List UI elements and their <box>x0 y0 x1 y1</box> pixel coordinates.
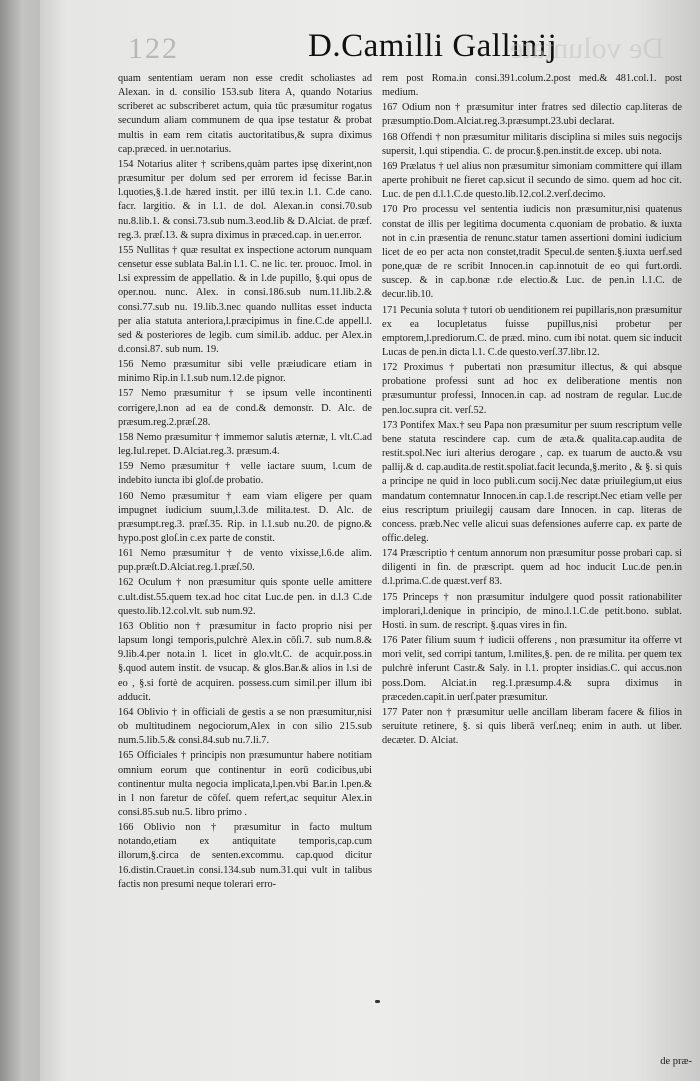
catchword: de præ- <box>660 1056 692 1067</box>
entry-number: 177 <box>382 706 398 718</box>
entry-text: Pater non † præsumitur uelle ancillam liberam facere & filios in seruitute retinere, §. si quis liberā verſ.neq; enim in auth. ut liber. decæter. D. Alciat. <box>382 706 682 747</box>
entry-160 <box>118 490 372 547</box>
entry-number: 161 <box>118 548 134 560</box>
entry-number: 160 <box>118 490 134 502</box>
entry-number: 163 <box>118 620 134 632</box>
entry-text: Nemo præsumitur † velle iactare suum, l.cum de indebito iuncta ibi gloſ.de probatio. <box>118 461 373 487</box>
page-header <box>40 14 700 74</box>
binding-gutter <box>0 0 40 1081</box>
entry-175 <box>382 591 682 633</box>
entry-167 <box>382 101 682 129</box>
entry-176 <box>382 634 682 705</box>
entry-text: Nullitas † quæ resultat ex inspectione actorum nunquam censetur esse sublata Bal.in l.1. C. ne lic. ter. prouoc. Imol. in l.si expressim de appellatio. & in l.de pupillo, §.qui opus de oper.nou. nunc. Alex. in consi.186.sub num.11.lib.2.& consi.77.sub nu. 19.lib.3.nec quando nullitas esset inducta per alia statuta anteriora,l.præcipimus in fine.C.de appell.l. sed & posteriores de legib. cum simil.ib. adduc. per Alex.in d.consi.87. sub num. 19. <box>118 244 372 355</box>
entry-text: Officiales † principis non præsumuntur habere notitiam omnium eorum que continentur in eorū codicibus,ubi continentur multa negocia implicata,l.pen.vbi Bar.in l.pen.& in l non faretur de cōfeſ. quem refert,ac sequitur Alex.in consi.85.sub nu.5. libro primo . <box>118 750 372 818</box>
entry-number: 164 <box>118 706 134 718</box>
entry-number: 169 <box>382 160 398 172</box>
entry-161 <box>118 547 372 575</box>
entry-173 <box>382 419 682 546</box>
right-column <box>382 72 682 748</box>
entry-171 <box>382 304 682 361</box>
entry-177 <box>382 706 682 748</box>
entry-text: Odium non † præsumitur inter fratres sed dilectio cap.literas de præsumptio.Dom.Alciat.reg.3.præsumpt.23.ubi declarat. <box>382 102 682 128</box>
entry-159 <box>118 460 372 488</box>
left-column <box>118 72 372 892</box>
entry-172 <box>382 361 682 418</box>
entry-text: Nemo præsumitur † se ipsum velle incontinenti corrigere,l.non ad ea de cond.& demonstr. D. Alc. de præsum.reg.2.præſ.28. <box>118 388 372 428</box>
entry-text: Prælatus † uel alius non præsumitur simoniam committere qui illam aperte prohibuit ne fieret cap.sicut il secundo de simo. quem ad hoc cit. Luc. de pen d.l.1.C.de questo.lib.12.col.2.verſ.decimo. <box>382 160 683 201</box>
entry-number: 156 <box>118 359 134 371</box>
entry-157 <box>118 387 372 429</box>
entry-text: Pecunia soluta † tutori ob uenditionem rei pupillaris,non præsumitur ex ea locupletatus fuisse pupillus,nisi probetur per emptorem,l.prediorum.C. de præd. mino. cum ibi notat. quem sic inducit Lucas de pen.in dicta l.1. C.de questo.verſ.37.libr.12. <box>382 304 682 358</box>
entry-165 <box>118 749 372 820</box>
entry-text: Oblivio non † præsumitur in facto multum notando,etiam ex antiquitate temporis,cap.cum illorum,§.circa de senten.excommu. cap.quod dicitur 16.distin.Crauet.in consi.134.sub num.31.qui vult in talibus factis non presumi neque tolerari erro- <box>118 822 372 890</box>
entry-text: Pontifex Max.† seu Papa non præsumitur per suum rescriptum velle bene statuta rescindere cap. cum de æta.& qualita.cap.audita de restit.spol.Nec iuri alterius derogare , cap. ex tuarum de aucto.& vsu pallij.& d. cap.audita.de restit.spoliat.facit lecunda,§.merito , & §. si quis a principe ne quid in loco publi.cum socij.Nec datæ priuilegium,ut eius mandatum contemnatur Innocen.in cap.1.de rescript.Nec etiam velle per eius rescriptum priuilegij causam dare Innocen. in cap. literas de concess. præb.Nec velle alicui suas defensiones auferre cap. ex parte de offic.deleg. <box>382 419 682 544</box>
entry-164 <box>118 706 372 748</box>
entry-170 <box>382 203 682 302</box>
bleed-through-text: De voluntate <box>510 32 665 65</box>
entry-158 <box>118 431 372 459</box>
entry-number: 162 <box>118 577 134 589</box>
entry-text: Oblitio non † præsumitur in facto proprio nisi per lapsum longi temporis,pulchrè Alex.in cōſi.7. sub num.8.& 9.lib.4.per nota.in l. licet in glo.vlt.C. de acquir.poss.in §.quod autem instit. de vsucap. & glos.Bar.& alios in l.si de eo , §.si fortè de acquiren. possess.cum simil.per illum ibi adducit. <box>118 620 373 703</box>
entry-text: Nemo præsumitur † de vento vixisse,l.6.de alim. pup.præſt.D.Alciat.reg.1.præſ.50. <box>118 548 372 574</box>
entry-text: Notarius aliter † scribens,quàm partes ipsę dixerint,non præsumitur per dolum sed per errorem id fecisse Bar.in l.quoties,§.1.de hæred instit. per illū tex.in l.1. C.de cano. facr. largitio. & in l.1. de dol. Alexan.in consi.70.sub nu.8.lib.1. & consi.73.sub num.3.eod.lib & D.Alciat. de præf. reg.3. præſ.13. & supra diximus in præced.cap. in uer.error. <box>118 158 372 241</box>
entry-number: 155 <box>118 244 134 256</box>
entry-text: Proximus † pubertati non præsumitur illectus, & qui absque probatione professi sunt ad hoc ex deliberatione mentis non præsumuntur professi, Innocen.in cap. ad nostram de regular. Luc.de pen.loc.supra cit. verſ.52. <box>382 362 683 416</box>
running-head: D.Camilli Gallinij <box>308 28 558 64</box>
entry-text: Pater filium suum † iudicii offerens , non præsumitur ita offerre vt mori velit, sed corripi tantum, l.milites,§. pen. de re milita. per quem tex pulchrè inferunt Castr.& Saly. in l.1. propter insidias.C. qui accus.non poss.Dom. Alciat.in reg.1.præsump.4.& supra diximus in præceden.capit.in uerſ.pater præsumitur. <box>382 635 682 703</box>
entry-number: 157 <box>118 388 134 400</box>
entry-number: 166 <box>118 822 134 834</box>
entry-number: 167 <box>382 102 398 114</box>
entry-text: Oculum † non præsumitur quis sponte uelle amittere c.ult.dist.55.quem tex.ad hoc citat Luc.de pen. in d.l.3 C.de questo.lib.12.col.vlt. sub num.92. <box>118 577 372 617</box>
entry-number: 176 <box>382 635 398 647</box>
entry-text: Oblivio † in officiali de gestis a se non præsumitur,nisi ob multitudinem negociorum,Alex in con silio 215.sub num.5.lib.5.& consi.84.sub nu.7.li.7. <box>118 706 372 747</box>
entry-number: 170 <box>382 204 398 216</box>
entry-174 <box>382 547 682 589</box>
entry-number: 159 <box>118 461 134 473</box>
entry-text: Nemo præsumitur † immemor salutis æternæ, l. vlt.C.ad leg.Iul.repet. D.Alciat.reg.3. præsum.4. <box>118 431 373 458</box>
entry-continuation <box>118 72 372 157</box>
entry-162 <box>118 576 372 618</box>
entry-text: Nemo præsumitur sibi velle præiudicare etiam in minimo Rip.in l.1.sub num.12.de pignor. <box>118 359 373 385</box>
entry-text: Pro processu vel sententia iudicis non præsumitur,nisi quatenus constat de illis per legitima documenta c.quoniam de probatio. & iuxta not in c.in præsentia de renunc.statur tamen assertioni domini iudicium licet de eo per acta non constet,tradit Specul.de senten.§.iuxta uerf.sed pone,quæ de re scribit Innocen.in cap.innotuit de eo qui furt.ordi. suscep. & in cap.bonæ r.de electio.& Luc. de pen.in l.1.C. de decur.lib.10. <box>382 204 682 301</box>
entry-continuation <box>382 72 682 100</box>
entry-text: Nemo præsumitur † eam viam eligere per quam impugnet iudicium suum,l.3.de milita.test. D. Alc. de præsumpt.reg.3. præſ.35. Rip. in l.1.sub nu.20. de pigno.& hypo.post gloſ.in c.ex parte de constit. <box>118 490 372 544</box>
entry-number: 154 <box>118 158 134 170</box>
entry-text: Princeps † non præsumitur indulgere quod possit rationabiliter implorari,l.denique in principio, de mino.l.1.C.de petit.bono. sublat. Hosti. in sum. de rescript. §.quas vires in fin. <box>382 591 682 631</box>
entry-169 <box>382 160 682 202</box>
entry-number: 168 <box>382 131 398 143</box>
entry-text: Præscriptio † centum annorum non præsumitur posse probari cap. si diligenti in fin. de præscript. quem ad hoc inducit Luc.de pen.in d.l.prima.C.de quæst.verf 83. <box>382 548 682 588</box>
entry-number: 171 <box>382 304 398 316</box>
entry-number: 165 <box>118 750 134 762</box>
entry-155 <box>118 244 372 357</box>
entry-163 <box>118 620 372 705</box>
entry-text: rem post Roma.in consi.391.colum.2.post med.& 481.col.1. post medium. <box>382 73 682 99</box>
entry-text: quam sententiam ueram non esse credit scholiastes ad Alexan. in d. consilio 153.sub litera A, quando Notarius scriberet ac subscriberet actum, quia tūc præsumitur rogatus secundum aliam communem de qua ipse testatur & probat multis in eam rem citatis auctoritatibus,& supra diximus cap.præced. in uer.notarius. <box>118 73 372 155</box>
entry-154 <box>118 158 372 243</box>
ink-speck <box>375 1000 380 1003</box>
entry-number: 158 <box>118 431 134 443</box>
entry-number: 175 <box>382 591 398 603</box>
entry-156 <box>118 358 372 386</box>
entry-text: Offendi † non præsumitur militaris disciplina si miles suis negocijs supersit, l.qui stipendia. C. de procur.§.pen.instit.de excep. ubi nota. <box>382 131 682 157</box>
page-number: 122 <box>128 32 179 65</box>
entry-166 <box>118 821 372 892</box>
entry-number: 172 <box>382 362 398 374</box>
entry-number: 173 <box>382 419 398 431</box>
entry-number: 174 <box>382 548 398 560</box>
entry-168 <box>382 131 682 159</box>
